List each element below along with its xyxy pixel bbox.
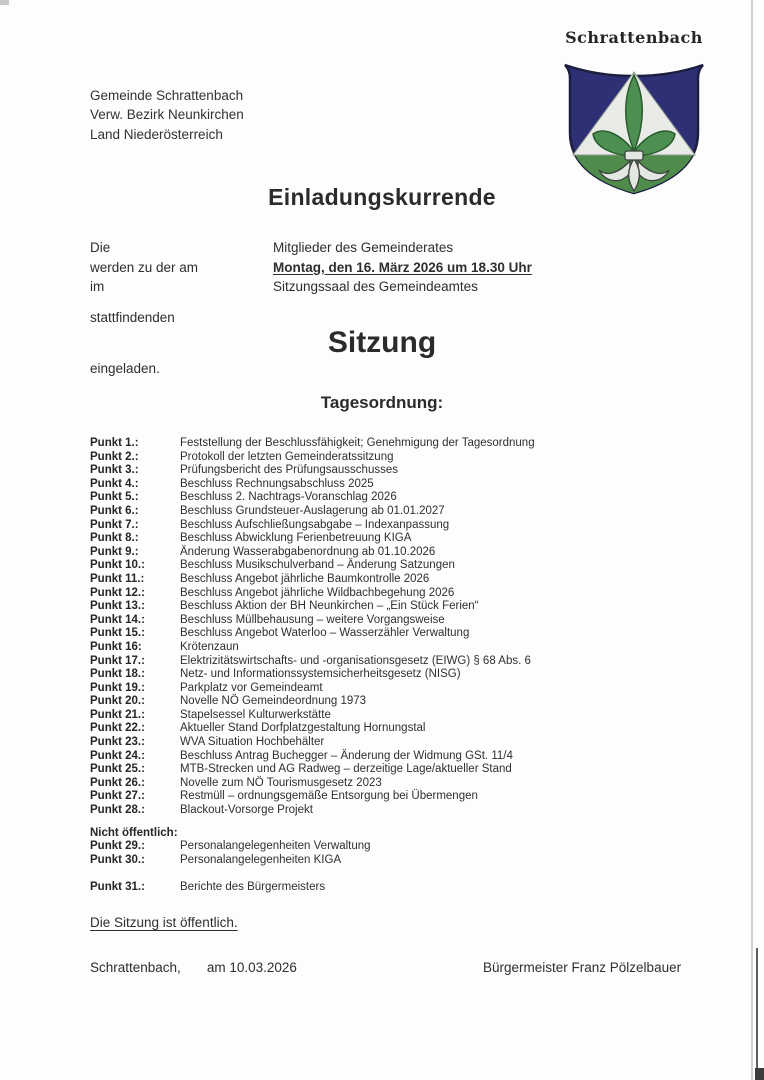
agenda-item-label: Punkt 25.:	[90, 763, 145, 776]
footer-place-date	[90, 960, 297, 975]
agenda-item-text: Beschluss Angebot jährliche Wildbachbegehung 2026	[180, 586, 455, 599]
agenda-item-text: Personalangelegenheiten KIGA	[180, 853, 342, 866]
agenda-item-text: Beschluss Angebot Waterloo – Wasserzähler Verwaltung	[180, 627, 470, 640]
agenda-item-label: Punkt 5.:	[90, 491, 139, 504]
agenda-item-label: Punkt 24.:	[90, 749, 145, 762]
agenda-item-row	[90, 532, 705, 546]
agenda-item-text: Protokoll der letzten Gemeinderatssitzung	[180, 450, 394, 463]
agenda-item-text: Netz- und Informationssystemsicherheitsgesetz (NISG)	[180, 668, 461, 681]
agenda-item-label: Punkt 2.:	[90, 450, 139, 463]
shield	[563, 65, 705, 195]
invitation-left-column	[90, 238, 198, 297]
non-public-heading: Nicht öffentlich:	[90, 826, 178, 839]
agenda-item-row	[90, 736, 705, 750]
agenda-item-label: Punkt 10.:	[90, 559, 145, 572]
agenda-item-label: Punkt 14.:	[90, 613, 145, 626]
agenda-item-row	[90, 451, 705, 465]
agenda-item-row	[90, 478, 705, 492]
invite-word-stattfindenden: stattfindenden	[90, 310, 175, 325]
agenda-item-label: Punkt 8.:	[90, 532, 139, 545]
agenda-item-row	[90, 668, 705, 682]
agenda-item-label: Punkt 17.:	[90, 654, 145, 667]
agenda-item-label: Punkt 11.:	[90, 572, 145, 585]
sender-line-district: Verw. Bezirk Neunkirchen	[90, 107, 244, 123]
agenda-item-row	[90, 840, 705, 854]
agenda-item-text: Beschluss Grundsteuer-Auslagerung ab 01.01.2027	[180, 504, 445, 517]
document-title: Einladungskurrende	[268, 184, 496, 210]
scan-artifact-vertical-line	[751, 0, 753, 1080]
agenda-item-row	[90, 695, 705, 709]
scan-artifact-speck	[0, 0, 9, 5]
agenda-item-label: Punkt 28.:	[90, 804, 145, 817]
agenda-item-text: Beschluss Rechnungsabschluss 2025	[180, 477, 374, 490]
fleur-de-lis-band	[625, 151, 643, 160]
agenda-item-label: Punkt 12.:	[90, 586, 145, 599]
agenda-item-label: Punkt 31.:	[90, 881, 145, 894]
agenda-item-row	[90, 614, 705, 628]
agenda-item-text: Parkplatz vor Gemeindeamt	[180, 681, 323, 694]
agenda-item-text: Prüfungsbericht des Prüfungsausschusses	[180, 464, 398, 477]
agenda-item-row	[90, 682, 705, 696]
agenda-item-row	[90, 437, 705, 451]
agenda-item-label: Punkt 1.:	[90, 437, 139, 449]
agenda-item-text: WVA Situation Hochbehälter	[180, 736, 325, 749]
agenda-item-text: Blackout-Vorsorge Projekt	[180, 804, 313, 817]
agenda-item-row	[90, 587, 705, 601]
mayor-signature: Bürgermeister Franz Pölzelbauer	[483, 960, 682, 975]
agenda-item-text: Beschluss Antrag Buchegger – Änderung der Widmung GSt. 11/4	[180, 749, 513, 762]
agenda-item-text: Novelle NÖ Gemeindeordnung 1973	[180, 695, 367, 708]
footer-date: am 10.03.2026	[206, 960, 297, 975]
agenda-item-row	[90, 573, 705, 587]
agenda-item-row	[90, 763, 705, 777]
agenda-item-label: Punkt 30.:	[90, 853, 145, 866]
agenda-item-label: Punkt 26.:	[90, 776, 145, 789]
agenda-item-text: Stapelsessel Kulturwerkstätte	[180, 708, 331, 721]
agenda-item-label: Punkt 20.:	[90, 695, 145, 708]
agenda-item-text: Beschluss Musikschulverband – Änderung Satzungen	[180, 559, 455, 572]
agenda-item-row	[90, 750, 705, 764]
agenda-item-row	[90, 559, 705, 573]
invite-word-werden: werden zu der am	[90, 259, 199, 275]
agenda-list	[90, 437, 705, 818]
invite-word-eingeladen: eingeladen.	[90, 361, 160, 376]
agenda-item-label: Punkt 4.:	[90, 477, 139, 490]
agenda-item-row	[90, 641, 705, 655]
sender-line-state: Land Niederösterreich	[90, 126, 223, 142]
agenda-item-text: Novelle zum NÖ Tourismusgesetz 2023	[180, 776, 382, 789]
sender-line-municipality: Gemeinde Schrattenbach	[90, 88, 244, 103]
agenda-item-label: Punkt 27.:	[90, 790, 145, 803]
agenda-item-row	[90, 804, 705, 818]
agenda-item-row	[90, 519, 705, 533]
public-session-note: Die Sitzung ist öffentlich.	[90, 915, 238, 930]
agenda-item-row	[90, 881, 705, 895]
agenda-heading: Tagesordnung:	[320, 393, 444, 412]
non-public-list	[90, 840, 705, 867]
closing-list	[90, 881, 705, 895]
agenda-item-text: Beschluss Angebot jährliche Baumkontrolle 2026	[180, 572, 430, 585]
agenda-item-text: Beschluss Aktion der BH Neunkirchen – „Ein Stück Ferien“	[180, 600, 479, 613]
agenda-item-text: Beschluss Müllbehausung – weitere Vorgangsweise	[180, 613, 445, 626]
agenda-item-label: Punkt 22.:	[90, 722, 145, 735]
agenda-item-text: Berichte des Bürgermeisters	[180, 881, 326, 894]
agenda-item-row	[90, 627, 705, 641]
agenda-item-row	[90, 790, 705, 804]
agenda-item-label: Punkt 18.:	[90, 668, 145, 681]
agenda-item-row	[90, 709, 705, 723]
agenda-item-label: Punkt 6.:	[90, 504, 139, 517]
agenda-item-row	[90, 854, 705, 868]
agenda-item-label: Punkt 29.:	[90, 840, 145, 853]
agenda-item-label: Punkt 13.:	[90, 600, 145, 613]
agenda-item-row	[90, 655, 705, 669]
invite-recipients: Mitglieder des Gemeinderates	[273, 240, 454, 255]
agenda-item-label: Punkt 16:	[90, 640, 142, 653]
agenda-item-row	[90, 722, 705, 736]
agenda-item-text: Beschluss 2. Nachtrags-Voranschlag 2026	[180, 491, 397, 504]
agenda-item-text: Aktueller Stand Dorfplatzgestaltung Hornungstal	[180, 722, 426, 735]
footer-place: Schrattenbach,	[90, 960, 181, 975]
agenda-item-text: Krötenzaun	[180, 640, 239, 653]
agenda-item-row	[90, 777, 705, 791]
agenda-item-text: Restmüll – ordnungsgemäße Entsorgung bei Übermengen	[180, 790, 478, 803]
agenda-item-row	[90, 600, 705, 614]
agenda-item-label: Punkt 23.:	[90, 736, 145, 749]
agenda-item-row	[90, 464, 705, 478]
agenda-item-text: Elektrizitätswirtschafts- und -organisationsgesetz (EIWG) § 68 Abs. 6	[180, 654, 531, 667]
meeting-datetime: Montag, den 16. März 2026 um 18.30 Uhr	[273, 259, 532, 275]
agenda-item-label: Punkt 21.:	[90, 708, 145, 721]
scan-artifact-dark-line	[756, 948, 758, 1080]
invitation-right-column	[273, 238, 532, 297]
agenda-item-label: Punkt 7.:	[90, 518, 139, 531]
agenda-item-label: Punkt 19.:	[90, 681, 145, 694]
agenda-item-label: Punkt 15.:	[90, 627, 145, 640]
agenda-item-row	[90, 546, 705, 560]
scan-artifact-corner-mark	[755, 1068, 764, 1080]
meeting-location: Sitzungssaal des Gemeindeamtes	[273, 279, 478, 294]
agenda-item-row	[90, 505, 705, 519]
agenda-item-label: Punkt 9.:	[90, 545, 139, 558]
invite-word-die: Die	[90, 240, 111, 255]
invite-word-im: im	[90, 279, 105, 294]
meeting-word: Sitzung	[327, 326, 437, 359]
agenda-section	[90, 437, 705, 895]
agenda-item-text: Beschluss Abwicklung Ferienbetreuung KIGA	[180, 532, 412, 545]
agenda-item-text: Personalangelegenheiten Verwaltung	[180, 840, 371, 853]
coat-of-arms	[563, 63, 705, 195]
agenda-item-label: Punkt 3.:	[90, 464, 139, 477]
agenda-item-row	[90, 491, 705, 505]
agenda-item-text: Beschluss Aufschließungsabgabe – Indexanpassung	[180, 518, 450, 531]
agenda-item-text: Feststellung der Beschlussfähigkeit; Genehmigung der Tagesordnung	[180, 437, 535, 449]
crest-caption: Schrattenbach	[565, 28, 703, 47]
agenda-item-text: Änderung Wasserabgabenordnung ab 01.10.2026	[180, 545, 436, 558]
sender-address-block	[90, 86, 244, 144]
agenda-item-text: MTB-Strecken und AG Radweg – derzeitige Lage/aktueller Stand	[180, 763, 512, 776]
